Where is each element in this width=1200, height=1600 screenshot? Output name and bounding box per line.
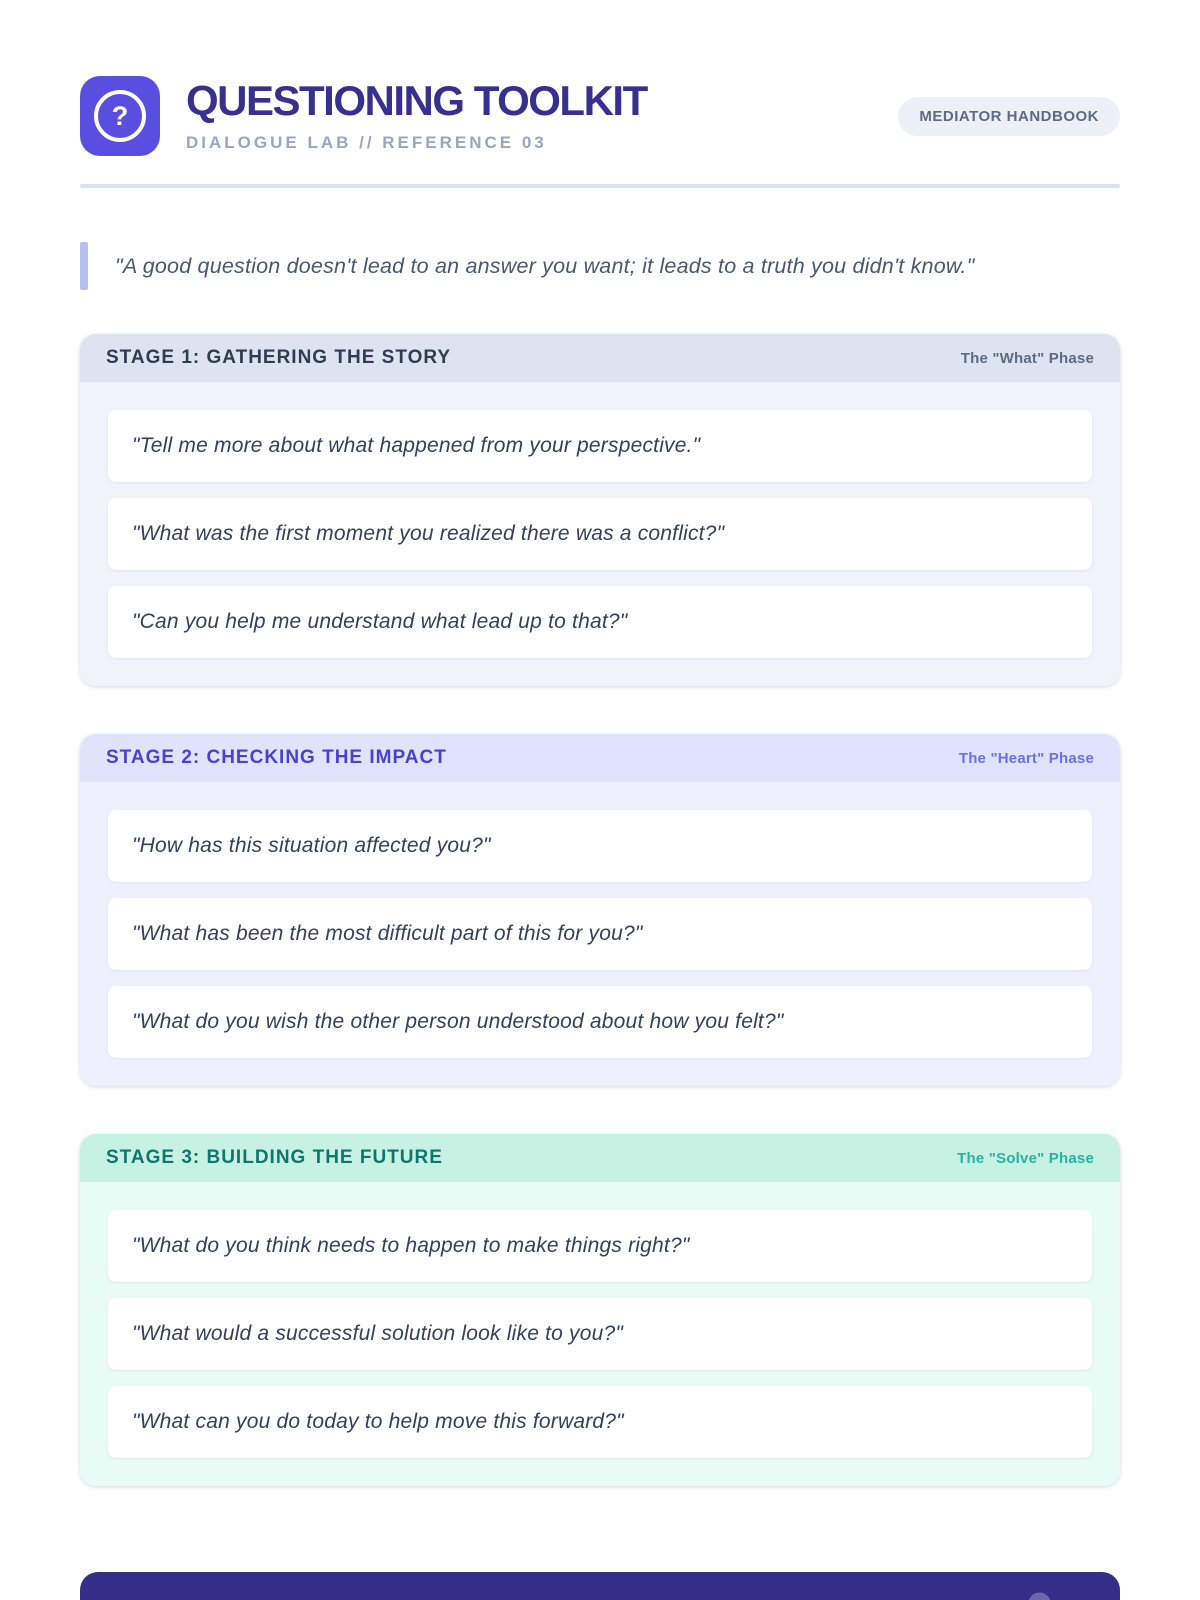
question-card: "What has been the most difficult part of this for you?" bbox=[108, 898, 1092, 970]
question-card: "Can you help me understand what lead up to that?" bbox=[108, 586, 1092, 658]
stage-3-body bbox=[80, 1182, 1120, 1486]
stage-1-title: STAGE 1: GATHERING THE STORY bbox=[106, 347, 452, 368]
header-text bbox=[186, 76, 647, 153]
question-card: "What was the first moment you realized there was a conflict?" bbox=[108, 498, 1092, 570]
header bbox=[80, 76, 1120, 156]
question-card: "What do you wish the other person understood about how you felt?" bbox=[108, 986, 1092, 1058]
quote-text: "A good question doesn't lead to an answer you want; it leads to a truth you didn't know." bbox=[115, 253, 975, 278]
question-card: "What can you do today to help move this forward?" bbox=[108, 1386, 1092, 1458]
stage-1-card bbox=[80, 334, 1120, 686]
stage-1-body bbox=[80, 382, 1120, 686]
stage-2-phase-label: The "Heart" Phase bbox=[958, 749, 1094, 767]
header-divider bbox=[80, 184, 1120, 188]
user-plus-icon bbox=[1014, 1584, 1082, 1600]
stage-3-header bbox=[80, 1134, 1120, 1182]
footer-bar bbox=[80, 1572, 1120, 1600]
question-mark-circle-icon: ? bbox=[94, 90, 146, 142]
handbook-badge: MEDIATOR HANDBOOK bbox=[898, 97, 1120, 136]
stage-1-header bbox=[80, 334, 1120, 382]
question-card: "How has this situation affected you?" bbox=[108, 810, 1092, 882]
stage-2-title: STAGE 2: CHECKING THE IMPACT bbox=[106, 747, 447, 768]
quote-accent-bar bbox=[80, 242, 88, 290]
question-card: "Tell me more about what happened from your perspective." bbox=[108, 410, 1092, 482]
stage-2-header bbox=[80, 734, 1120, 782]
stage-3-title: STAGE 3: BUILDING THE FUTURE bbox=[106, 1147, 443, 1168]
question-card: "What would a successful solution look like to you?" bbox=[108, 1298, 1092, 1370]
stage-3-card bbox=[80, 1134, 1120, 1486]
quote-block bbox=[80, 242, 1120, 290]
stage-1-phase-label: The "What" Phase bbox=[960, 349, 1094, 367]
stage-2-card bbox=[80, 734, 1120, 1086]
logo bbox=[80, 76, 160, 156]
stage-2-body bbox=[80, 782, 1120, 1086]
page-subtitle: DIALOGUE LAB // REFERENCE 03 bbox=[186, 132, 547, 152]
question-card: "What do you think needs to happen to make things right?" bbox=[108, 1210, 1092, 1282]
page-title: QUESTIONING TOOLKIT bbox=[186, 76, 647, 124]
stage-3-phase-label: The "Solve" Phase bbox=[957, 1149, 1094, 1167]
